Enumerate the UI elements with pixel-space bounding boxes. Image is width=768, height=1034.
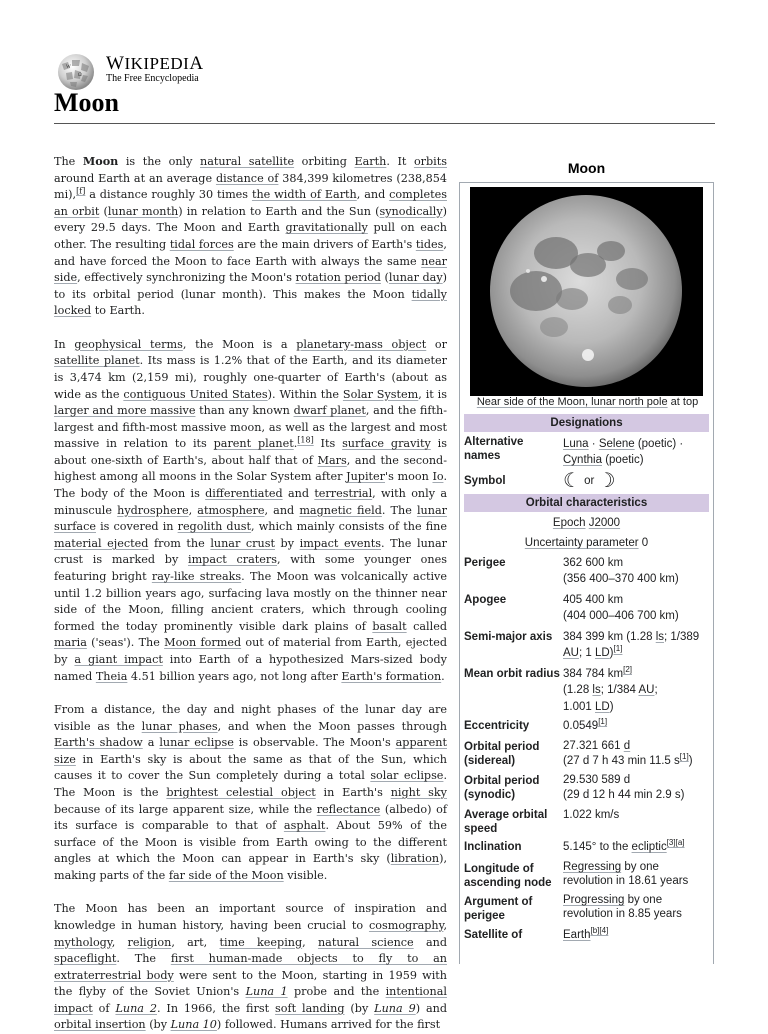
value-part: (27 d 7 h 43 min 11.5 s [563,754,680,767]
luna-link[interactable]: Luna [563,438,589,450]
text-run: from the [148,536,211,550]
row-value [563,773,711,802]
article-link[interactable]: religion [127,935,172,949]
lunar-distance-link[interactable]: LD [594,700,610,713]
wikipedia-tagline: The Free Encyclopedia [106,73,199,84]
reference-link[interactable]: [1] [613,644,623,654]
bold-term: Moon [82,154,119,168]
text-run: out of material from Earth, ejected by [54,636,447,667]
page-title: Moon [54,88,119,117]
article-link[interactable]: parent planet [213,437,294,451]
article-link[interactable]: ray-like streaks [151,570,242,584]
row-label[interactable]: Perigee [464,557,506,569]
article-link[interactable]: material ejected [54,536,149,550]
row-label[interactable]: Eccentricity [464,720,530,732]
text-run: probe and the [287,985,386,999]
text-run: were sent to the Moon, starting in 1959 with the flyby of the Soviet Union's [54,968,447,999]
article-link[interactable]: Io [432,470,444,484]
text-run: or [426,337,448,351]
article-link[interactable]: mythology [54,935,112,949]
reference-link[interactable]: [3][a] [666,838,685,848]
article-link[interactable]: impact events [299,536,381,550]
article-link[interactable]: soft landing [274,1001,345,1015]
progressing-link[interactable]: Progressing [563,894,625,906]
text-run: , and [264,503,300,517]
text-run: The Moon has been an important source of inspiration and knowledge in human history, having been crucial to [54,902,447,932]
row-value [563,470,711,492]
text-run: . The Moon was volcanically active until 1.2 billion years ago, surfacing lava mostly on the thinner near side of the Moon, filling ancient craters, which through cooling formed the today prominently visible dark plains of [54,570,447,633]
uncertainty-parameter-link[interactable]: Uncertainty parameter [524,537,639,549]
article-link[interactable]: lunar month [107,204,179,218]
row-orbital-period-sidereal [464,739,709,771]
text-run: , [111,935,128,949]
caption-lunar-north-pole-link[interactable]: lunar north pole [591,396,668,408]
moon-image[interactable] [470,187,703,396]
article-link[interactable]: lunar phases [141,719,218,733]
article-link[interactable]: planetary-mass object [296,337,427,351]
value-part: ; 1 [578,647,595,660]
text-run: ) followed. Humans arrived for the first [216,1018,441,1032]
value-part: 1.001 [563,700,595,713]
article-link[interactable]: natural science [317,935,414,949]
wordmark-middle: IKIPEDI [124,54,190,73]
text-run: . In 1966, the first [156,1001,275,1015]
article-link[interactable]: regolith dust [177,520,252,534]
row-longitude-ascending-node [464,861,709,893]
text-run: , with only a minuscule [54,487,448,517]
citation-link[interactable]: [18] [297,435,314,445]
article-link[interactable]: surface gravity [342,437,431,451]
text-run: , the Moon is a [182,337,297,351]
ecliptic-link[interactable]: ecliptic [631,841,667,853]
text-run: , it is [418,387,447,401]
text-run: in Earth's [315,785,391,799]
text-run: than any known [195,404,294,418]
row-label[interactable]: Average orbital speed [464,809,548,835]
article-link[interactable]: rotation period [295,271,381,285]
uncertainty-value: 0 [641,537,649,549]
text-run: a distance roughly 30 times [85,188,252,202]
article-link[interactable]: orbits [413,155,447,168]
article-link[interactable]: first human-made objects to fly to an extraterrestrial body [54,952,447,982]
article-link[interactable]: larger and more massive [54,404,196,418]
row-apogee [464,592,709,626]
text-run: . The Moon is the [54,769,447,799]
text-run: , [302,935,318,949]
text-run: ) every 29.5 days. The Moon and Earth [54,204,448,235]
text-run: 4.51 billion years ago, not long after [127,669,342,683]
article-link[interactable]: Earth [354,155,387,168]
row-average-orbital-speed [464,807,709,839]
article-link[interactable]: tides [415,237,444,251]
row-value [563,592,711,625]
value-part: ) [609,700,614,713]
article-link[interactable]: apparent size [54,736,447,766]
text-run: , and have forced the Moon to face Earth with always the same [54,237,447,268]
text-run: ( [380,271,389,285]
text-run: called [406,619,447,633]
article-link[interactable]: reflectance [316,802,381,816]
row-satellite-of [464,927,709,947]
text-run: (albedo) of its surface is comparable to that of [54,802,447,833]
text-run: , and the fifth-largest and fifth-most massive moon, as well as the largest and most massive in relation to its [54,404,448,451]
selene-link[interactable]: Selene [598,438,635,450]
crescent-moon-icon: ☾ [563,470,581,492]
section-header-designations: Designations [464,414,709,432]
text-run: . The [116,952,171,966]
article-link[interactable]: magnetic field [299,503,382,517]
text-run: is covered in [96,520,178,534]
text-run: are the main drivers of Earth's [233,237,416,251]
text-run: ) to its orbital period (lunar month). This makes the Moon [54,271,448,301]
lunar-distance-link[interactable]: LD [594,647,610,660]
article-link[interactable]: near side [54,254,447,285]
image-caption [462,395,713,409]
value-part: 384 399 km (1.28 [563,631,656,643]
light-seconds-link[interactable]: ls [592,684,601,697]
regressing-link[interactable]: Regressing [563,861,622,873]
article-link[interactable]: Luna 1 [245,985,288,999]
text-run: , and when the Moon passes through [217,719,448,733]
row-value [563,839,711,855]
article-link[interactable]: terrestrial [314,487,373,501]
text-run: , with some younger ones featuring bright [54,553,447,584]
value-part: ) [609,647,614,660]
text-run: , and [356,188,390,202]
row-argument-of-perigee [464,894,709,926]
text-run: , art, [171,935,220,949]
article-paragraph-4 [54,901,447,1034]
value-part: 27.321 661 [563,740,624,752]
article-link[interactable]: differentiated [205,487,283,501]
row-label[interactable]: Inclination [464,841,522,853]
article-body [54,153,447,1034]
text-run: . Its mass is 1.2% that of the Earth, and its diameter is 3,474 km (2,159 mi), roughly one-quarter of Earth's (about as wide as the [54,354,447,401]
text-run: In [54,337,75,351]
text-run: ) and [415,1001,447,1015]
article-link[interactable]: contiguous United States [123,387,268,401]
text-run: into Earth of a hypothesized Mars-sized body named [54,653,447,683]
article-paragraph-3 [54,702,447,885]
light-seconds-link[interactable]: ls [655,631,665,643]
text-run: in Earth's sky is about the same as that of the Sun, which causes it to cover the Sun completely during a total [54,752,447,783]
text-run: , [188,503,198,517]
text-run: , effectively synchronizing the Moon's [77,271,296,285]
text-run: is the only [118,155,200,168]
text-run: pull on each other. The resulting [54,221,447,251]
row-eccentricity [464,718,709,738]
text-run: . [293,437,298,451]
article-link[interactable]: basalt [372,619,407,633]
caption-suffix: at top [667,396,699,408]
text-run: and [282,487,315,501]
article-link[interactable]: intentional impact [54,985,447,1015]
text-run: Its [313,437,343,451]
text-run: by [274,536,300,550]
article-link[interactable]: brightest celestial object [166,785,316,799]
row-label[interactable]: Apogee [464,594,507,606]
text-run: . About 59% of the surface of the Moon is visible from Earth owing to the different angles at which the Moon can appear in Earth's sky ( [54,819,448,866]
uncertainty-line [460,536,713,550]
reference-link[interactable]: [2] [623,665,633,675]
text-run: , which mainly consists of the fine [251,520,447,534]
citation-link[interactable]: [f] [76,186,86,196]
row-value [563,927,711,943]
svg-text:Ω: Ω [78,73,82,78]
text-run: ). Within the [267,387,343,401]
article-link[interactable]: Jupiter [346,470,386,484]
article-link[interactable]: time keeping [219,935,303,949]
article-link[interactable]: geophysical terms [74,337,183,351]
row-label[interactable]: Argument of perigee [464,896,533,922]
row-value [563,861,711,889]
article-link[interactable]: impact craters [188,553,278,567]
text-run: . The body of the Moon is [54,470,447,501]
row-label[interactable]: Semi-major axis [464,631,553,643]
value-part: ; 1/384 [600,684,639,697]
perigee-range: (356 400–370 400 km) [563,573,679,586]
wikipedia-globe-logo[interactable] [54,52,98,92]
mean-orbit-value: 384 784 km [563,668,624,680]
article-link[interactable]: maria [54,636,87,650]
value-part: (1.28 [563,684,593,697]
value-part: ) [688,754,693,767]
article-link[interactable]: spaceflight [54,952,117,966]
row-label[interactable]: Orbital period (synodic) [464,775,540,801]
text-run: (by [344,1001,375,1015]
row-value [563,629,711,662]
wikipedia-wordmark[interactable] [106,53,204,75]
text-run: visible. [283,868,328,882]
svg-text:W: W [66,65,71,70]
poetic-note: (poetic) [602,454,644,467]
article-link[interactable]: satellite planet [54,354,140,368]
earth-link[interactable]: Earth [563,929,591,941]
article-link[interactable]: synodically [379,204,443,218]
article-link[interactable]: lunar surface [54,503,447,534]
section-header-orbital-characteristics: Orbital characteristics [464,494,709,512]
text-run: . The [381,503,417,517]
article-link[interactable]: tidally locked [54,287,447,318]
au-link[interactable]: AU [563,647,579,660]
reference-link[interactable]: [1] [679,751,689,761]
text-run: . It [386,155,414,168]
value-part: ; [654,684,658,697]
row-value [563,555,711,588]
article-link[interactable]: libration [390,852,440,866]
row-label: Alternative names [464,436,524,462]
article-link[interactable]: orbital insertion [54,1018,146,1032]
value-part: 29.530 589 d [563,774,631,786]
article-link[interactable]: the width of Earth [251,188,357,202]
article-paragraph-2 [54,337,447,685]
symbol-or: or [584,475,595,488]
article-link[interactable]: cosmography [368,918,444,932]
article-link[interactable]: night sky [390,785,447,799]
text-run: 384,399 kilometres (238,854 mi), [54,171,448,202]
article-link[interactable]: lunar crust [210,536,275,550]
text-run: ('seas'). The [86,636,165,650]
epoch-line [460,516,713,530]
text-run: ), making parts of the [54,852,447,882]
row-value [563,436,711,469]
article-link[interactable]: atmosphere [197,503,265,517]
row-label[interactable]: Satellite of [464,929,523,941]
row-semi-major-axis [464,629,709,665]
article-link[interactable]: Luna 2 [115,1001,157,1015]
row-mean-orbit-radius [464,666,709,716]
text-run: and [413,935,447,949]
article-link[interactable]: asphalt [283,819,326,833]
article-link[interactable]: completes an orbit [54,188,447,218]
epoch-link[interactable]: Epoch [552,517,586,529]
row-label[interactable]: Mean orbit radius [464,668,560,680]
article-link[interactable]: solar eclipse [370,769,444,783]
text-run: around Earth at an average [54,171,216,185]
text-run: From a distance, the day and night phases of the lunar day are visible as the [54,703,447,733]
row-label: Symbol [464,475,506,487]
text-run: . The lunar crust is marked by [54,536,448,567]
separator: · [588,438,599,450]
reference-link[interactable]: [1] [598,717,608,727]
article-link[interactable]: Theia [95,669,128,683]
row-symbol [464,470,709,493]
apogee-range: (404 000–406 700 km) [563,610,679,623]
article-link[interactable]: dwarf planet [293,404,366,418]
row-value [563,894,711,922]
article-link[interactable]: Mars [317,453,347,467]
article-link[interactable]: gravitationally [285,221,368,235]
text-run: is observable. The Moon's [233,736,396,750]
text-run: ( [99,204,108,218]
article-link[interactable]: Solar System [342,387,419,401]
text-run: to Earth. [91,304,145,318]
article-link[interactable]: hydrosphere [117,503,189,517]
text-run: (by [145,1018,171,1032]
day-link[interactable]: d [623,740,631,752]
text-run: of [92,1001,116,1015]
value-part: (29 d 12 h 44 min 2.9 s) [563,788,685,801]
value-part: 5.145° to the [563,841,632,853]
row-value: 1.022 km/s [563,809,620,821]
text-run: 's moon [385,470,433,484]
article-link[interactable]: lunar day [388,271,443,285]
perigee-value: 362 600 km [563,557,624,569]
text-run: because of its large apparent size, while the [54,802,317,816]
article-link[interactable]: Earth's formation [341,669,442,683]
text-run: is about one-sixth of Earth's, about half that of [54,437,447,467]
wordmark-first-letter: W [106,53,125,74]
reference-link[interactable]: [b][4] [590,926,609,936]
article-link[interactable]: distance of [215,171,279,185]
row-orbital-period-synodic [464,773,709,805]
article-link[interactable]: Luna 10 [170,1018,217,1032]
infobox-title: Moon [567,160,606,176]
eccentricity-value: 0.0549 [563,720,599,732]
row-alternative-names [464,436,709,468]
article-link[interactable]: Luna 9 [374,1001,416,1015]
text-run: , [443,918,447,932]
caption-near-side-link[interactable]: Near side of the Moon, [476,396,592,408]
article-link[interactable]: tidal forces [169,237,234,251]
article-paragraph-1 [54,153,447,320]
row-label[interactable]: Longitude of ascending node [464,863,552,889]
au-link[interactable]: AU [638,684,655,697]
title-divider [54,123,715,124]
article-link[interactable]: natural satellite [199,155,295,168]
poetic-note: (poetic) · [634,438,684,450]
wordmark-last-letter: A [189,53,204,74]
text-run: The [54,155,83,168]
article-link[interactable]: far side of the Moon [168,868,284,882]
text-run: ) in relation to Earth and the Sun ( [178,204,380,218]
cynthia-link[interactable]: Cynthia [563,454,602,467]
row-value [563,666,711,715]
row-inclination [464,839,709,859]
text-run: , and the second-highest among all moons in the Solar System after [54,453,447,484]
apogee-value: 405 400 km [563,594,624,606]
article-link[interactable]: lunar eclipse [159,736,234,750]
value-part: ; 1/389 [664,631,700,643]
text-run: . [441,669,445,683]
row-perigee [464,555,709,589]
article-link[interactable]: Moon formed [164,636,242,650]
j2000-link[interactable]: J2000 [588,517,621,529]
row-value [563,718,711,734]
text-run: a [142,736,160,750]
row-value [563,739,711,768]
text-run: orbiting [294,155,355,168]
article-link[interactable]: a giant impact [74,653,163,667]
value-part: by one revolution in 8.85 years [563,894,682,920]
row-label[interactable]: Orbital period (sidereal) [464,741,540,767]
infobox [459,182,714,964]
value-part: by one revolution in 18.61 years [563,861,689,887]
article-link[interactable]: Earth's shadow [54,736,143,750]
crescent-moon-icon: ☽ [597,470,616,492]
